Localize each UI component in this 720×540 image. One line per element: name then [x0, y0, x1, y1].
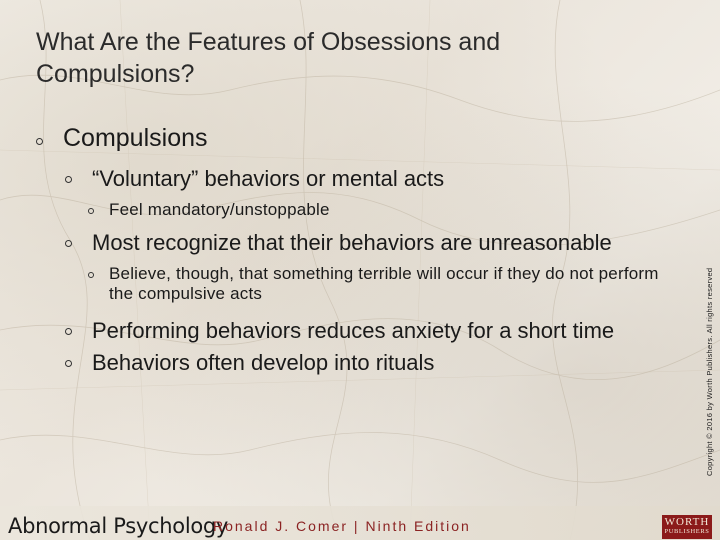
bullet-most-recognize [65, 230, 612, 256]
bullet-text: Behaviors often develop into rituals [92, 350, 435, 375]
bullet-text: “Voluntary” behaviors or mental acts [92, 166, 445, 191]
bullet-circle-icon [36, 138, 43, 145]
bullet-text: Believe, though, that something terrible will occur if they do not perform the compulsive acts [109, 264, 659, 303]
logo-top-text: WORTH [664, 516, 710, 528]
bullet-text: Compulsions [63, 124, 208, 152]
copyright-notice: Copyright © 2016 by Worth Publishers. All rights reserved [705, 267, 714, 476]
logo-bottom-text: PUBLISHERS [664, 528, 710, 535]
bullet-feel-mandatory [88, 200, 330, 220]
bullet-performing [65, 318, 614, 344]
bullet-circle-icon [65, 240, 72, 247]
bullet-text: Feel mandatory/unstoppable [109, 200, 330, 219]
publisher-logo [662, 515, 712, 539]
book-title: Abnormal Psychology [8, 514, 229, 538]
slide-title: What Are the Features of Obsessions and Compulsions? [36, 28, 501, 88]
bullet-circle-icon [65, 176, 72, 183]
footer-bar [0, 506, 720, 540]
bullet-believe [88, 264, 679, 304]
bullet-text: Most recognize that their behaviors are unreasonable [92, 230, 612, 255]
bullet-text: Performing behaviors reduces anxiety for a short time [92, 318, 615, 343]
bullet-circle-icon [65, 328, 72, 335]
bullet-circle-icon [65, 360, 72, 367]
bullet-voluntary [65, 166, 444, 192]
bullet-compulsions [36, 124, 208, 153]
bullet-circle-icon [88, 208, 94, 214]
bullet-circle-icon [88, 272, 94, 278]
bullet-rituals [65, 350, 434, 376]
author-edition: Ronald J. Comer | Ninth Edition [213, 518, 471, 534]
